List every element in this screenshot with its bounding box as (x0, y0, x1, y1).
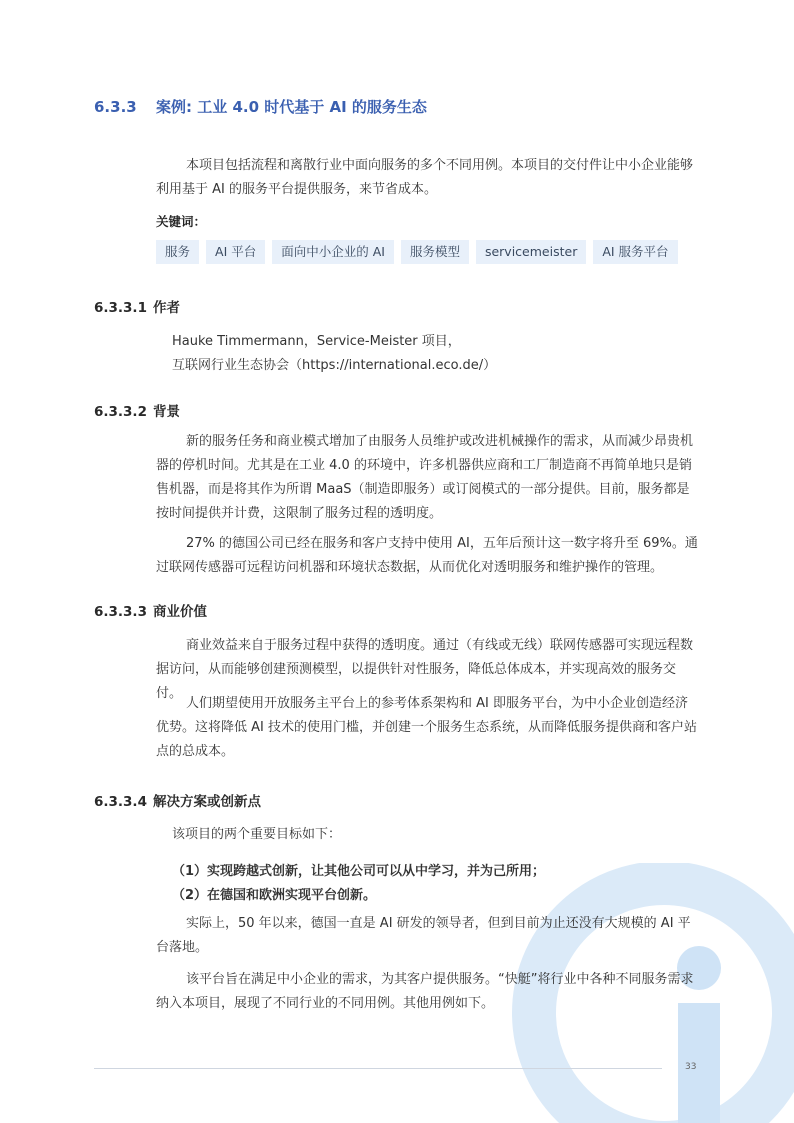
authors-number: 6.3.3.1 (94, 300, 147, 316)
keyword-tags (156, 240, 678, 264)
keyword-tag: 面向中小企业的 AI (272, 240, 394, 264)
author-line: 互联网行业生态协会（https://international.eco.de/） (172, 358, 497, 373)
keyword-tag: servicemeister (476, 240, 586, 264)
solution-number: 6.3.3.4 (94, 794, 147, 810)
background-number: 6.3.3.2 (94, 404, 147, 420)
section-number: 6.3.3 (94, 98, 137, 116)
business-heading (94, 600, 207, 620)
keyword-tag: AI 平台 (206, 240, 265, 264)
solution-goal: （1）实现跨越式创新，让其他公司可以从中学习，并为己所用； (172, 864, 546, 879)
background-paragraph: 27% 的德国公司已经在服务和客户支持中使用 AI，五年后预计这一数字将升至 69%。通过联网传感器可远程访问机器和环境状态数据，从而优化对透明服务和维护操作的管理。 (156, 536, 698, 575)
section-heading (94, 96, 427, 117)
keyword-tag: 服务 (156, 240, 199, 264)
keywords-label: 关键词： (156, 214, 207, 229)
business-number: 6.3.3.3 (94, 604, 147, 620)
solution-paragraph: 该平台旨在满足中小企业的需求，为其客户提供服务。“快艇”将行业中各种不同服务需求纳入本项目，展现了不同行业的不同用例。其他用例如下。 (156, 972, 694, 1011)
section-title-text: 案例: 工业 4.0 时代基于 AI 的服务生态 (156, 98, 427, 116)
page-number: 33 (685, 1062, 697, 1072)
keyword-tag: 服务模型 (401, 240, 469, 264)
keyword-tag: AI 服务平台 (593, 240, 677, 264)
authors-title: 作者 (152, 300, 180, 316)
background-paragraph: 新的服务任务和商业模式增加了由服务人员维护或改进机械操作的需求，从而减少昂贵机器的停机时间。尤其是在工业 4.0 的环境中，许多机器供应商和工厂制造商不再简单地只是销售机器，而是将其作为所谓 MaaS（制造即服务）或订阅模式的一部分提供。目前，服务都是按时间提供并计费，这限制了服务过程的透明度。 (156, 434, 694, 521)
solution-title: 解决方案或创新点 (152, 794, 261, 810)
intro-paragraph: 本项目包括流程和离散行业中面向服务的多个不同用例。本项目的交付件让中小企业能够利用基于 AI 的服务平台提供服务，来节省成本。 (156, 158, 694, 197)
author-line: Hauke Timmermann，Service-Meister 项目， (172, 334, 461, 349)
solution-goal: （2）在德国和欧洲实现平台创新。 (172, 888, 377, 903)
authors-heading (94, 296, 180, 316)
solution-heading (94, 790, 261, 810)
solution-paragraph: 实际上，50 年以来，德国一直是 AI 研发的领导者，但到目前为止还没有大规模的 AI 平台落地。 (156, 916, 691, 955)
business-title: 商业价值 (152, 604, 207, 620)
business-paragraph: 商业效益来自于服务过程中获得的透明度。通过（有线或无线）联网传感器可实现远程数据访问，从而能够创建预测模型，以提供针对性服务，降低总体成本，并实现高效的服务交付。 (156, 638, 694, 701)
background-title: 背景 (152, 404, 180, 420)
background-heading (94, 400, 180, 420)
footer-divider (94, 1068, 662, 1069)
solution-lead: 该项目的两个重要目标如下： (172, 827, 342, 842)
business-paragraph: 人们期望使用开放服务主平台上的参考体系架构和 AI 即服务平台，为中小企业创造经济优势。这将降低 AI 技术的使用门槛，并创建一个服务生态系统，从而降低服务提供商和客户站点的总成本。 (156, 696, 697, 759)
